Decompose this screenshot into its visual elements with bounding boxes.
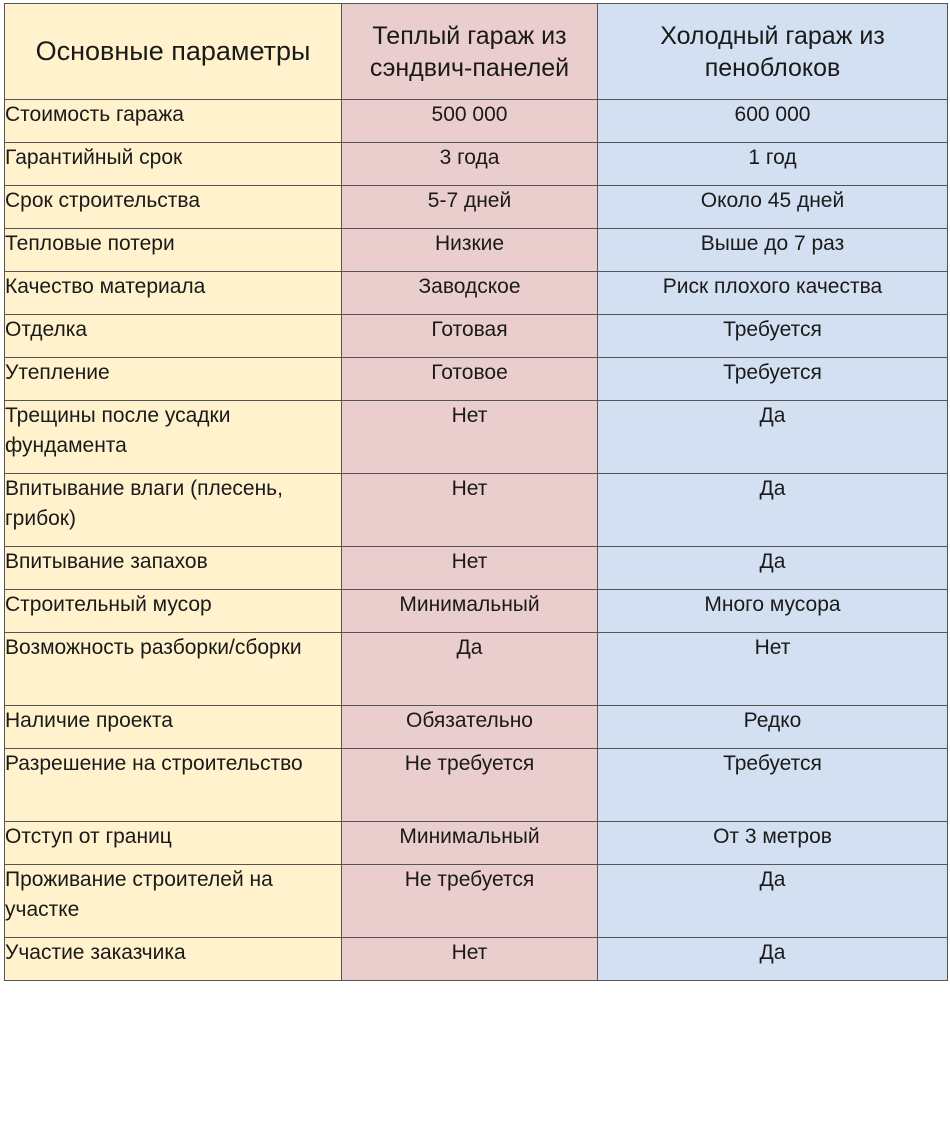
parameter-cell: Проживание строителей на участке [5, 865, 342, 938]
cold-value-cell: Да [598, 938, 948, 981]
table-row [5, 358, 948, 401]
cold-value-cell: Да [598, 547, 948, 590]
cold-value-cell: Да [598, 474, 948, 547]
warm-value-cell: Да [342, 633, 598, 706]
warm-value-cell: Нет [342, 474, 598, 547]
comparison-table-wrapper [4, 3, 948, 981]
parameter-cell: Впитывание запахов [5, 547, 342, 590]
parameter-cell: Утепление [5, 358, 342, 401]
parameter-cell: Гарантийный срок [5, 143, 342, 186]
table-row [5, 547, 948, 590]
table-row [5, 822, 948, 865]
parameter-cell: Качество материала [5, 272, 342, 315]
parameter-cell: Впитывание влаги (плесень, грибок) [5, 474, 342, 547]
table-row [5, 315, 948, 358]
table-row [5, 706, 948, 749]
cold-value-cell: Требуется [598, 358, 948, 401]
parameter-cell: Срок строительства [5, 186, 342, 229]
warm-value-cell: Обязательно [342, 706, 598, 749]
warm-value-cell: Не требуется [342, 749, 598, 822]
warm-value-cell: 5-7 дней [342, 186, 598, 229]
cold-value-cell: Около 45 дней [598, 186, 948, 229]
parameter-cell: Разрешение на строительство [5, 749, 342, 822]
table-row [5, 143, 948, 186]
parameter-cell: Стоимость гаража [5, 100, 342, 143]
header-cold-garage: Холодный гараж из пеноблоков [598, 4, 948, 100]
table-row [5, 749, 948, 822]
table-row [5, 229, 948, 272]
warm-value-cell: Не требуется [342, 865, 598, 938]
parameter-cell: Отделка [5, 315, 342, 358]
cold-value-cell: Риск плохого качества [598, 272, 948, 315]
cold-value-cell: Выше до 7 раз [598, 229, 948, 272]
table-row [5, 633, 948, 706]
warm-value-cell: Заводское [342, 272, 598, 315]
table-row [5, 590, 948, 633]
table-row [5, 186, 948, 229]
parameter-cell: Трещины после усадки фундамента [5, 401, 342, 474]
warm-value-cell: Нет [342, 938, 598, 981]
warm-value-cell: Низкие [342, 229, 598, 272]
parameter-cell: Отступ от границ [5, 822, 342, 865]
warm-value-cell: Готовая [342, 315, 598, 358]
parameter-cell: Возможность разборки/сборки [5, 633, 342, 706]
table-row [5, 865, 948, 938]
table-row [5, 938, 948, 981]
cold-value-cell: Да [598, 401, 948, 474]
cold-value-cell: Нет [598, 633, 948, 706]
cold-value-cell: Требуется [598, 749, 948, 822]
warm-value-cell: Готовое [342, 358, 598, 401]
header-row [5, 4, 948, 100]
cold-value-cell: 1 год [598, 143, 948, 186]
cold-value-cell: 600 000 [598, 100, 948, 143]
comparison-table [4, 3, 948, 981]
header-warm-garage: Теплый гараж из сэндвич-панелей [342, 4, 598, 100]
parameter-cell: Тепловые потери [5, 229, 342, 272]
cold-value-cell: Да [598, 865, 948, 938]
cold-value-cell: Требуется [598, 315, 948, 358]
table-row [5, 474, 948, 547]
table-row [5, 401, 948, 474]
table-row [5, 100, 948, 143]
warm-value-cell: 500 000 [342, 100, 598, 143]
parameter-cell: Наличие проекта [5, 706, 342, 749]
parameter-cell: Участие заказчика [5, 938, 342, 981]
warm-value-cell: Нет [342, 401, 598, 474]
table-row [5, 272, 948, 315]
warm-value-cell: Минимальный [342, 822, 598, 865]
warm-value-cell: 3 года [342, 143, 598, 186]
parameter-cell: Строительный мусор [5, 590, 342, 633]
warm-value-cell: Минимальный [342, 590, 598, 633]
warm-value-cell: Нет [342, 547, 598, 590]
header-parameters: Основные параметры [5, 4, 342, 100]
cold-value-cell: От 3 метров [598, 822, 948, 865]
cold-value-cell: Редко [598, 706, 948, 749]
cold-value-cell: Много мусора [598, 590, 948, 633]
